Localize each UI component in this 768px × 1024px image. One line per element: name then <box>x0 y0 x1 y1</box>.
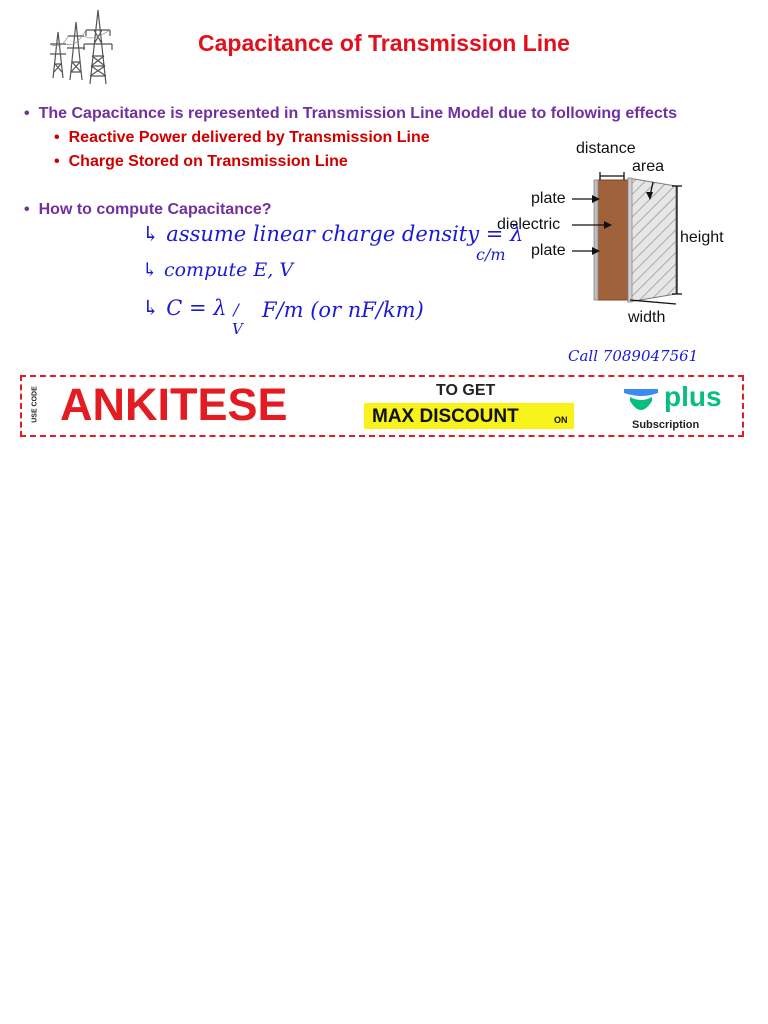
formula-denominator: V <box>232 320 243 338</box>
label-dielectric: dielectric <box>497 216 561 233</box>
use-code-label-wrap <box>24 385 44 427</box>
handwritten-line-1-text: assume linear charge density = λ <box>166 222 524 246</box>
formula-suffix: F/m (or nF/km) <box>262 298 424 322</box>
bullet-main <box>24 105 677 123</box>
promo-code: ANKITESE <box>60 379 288 430</box>
label-width: width <box>628 309 666 326</box>
hook-arrow-icon: ↳ <box>142 222 160 246</box>
max-discount-text: MAX DISCOUNT <box>372 406 519 427</box>
bullet-question-text: How to compute Capacitance? <box>38 201 272 218</box>
handwritten-line-2 <box>142 259 293 281</box>
bullet-question <box>24 201 272 219</box>
bullet-dot: • <box>24 105 30 122</box>
hook-arrow-icon: ↳ <box>142 259 158 281</box>
bullet-sub-1-text: Reactive Power delivered by Transmission Line <box>68 129 430 146</box>
handwritten-unit: c/m <box>476 245 506 264</box>
hook-arrow-icon: ↳ <box>142 296 160 320</box>
use-code-label: USE CODE <box>31 386 39 423</box>
on-text: ON <box>554 415 568 425</box>
bullet-sub-1 <box>54 129 430 147</box>
bullet-dot: • <box>54 153 60 170</box>
page-title: Capacitance of Transmission Line <box>198 30 570 56</box>
formula-prefix: C = λ <box>166 296 227 320</box>
formula-divider: / <box>233 300 239 319</box>
label-height: height <box>680 229 724 246</box>
handwritten-line-3 <box>142 296 239 320</box>
label-plate-top: plate <box>531 190 566 207</box>
bullet-sub-2-text: Charge Stored on Transmission Line <box>68 153 348 170</box>
bullet-main-text: The Capacitance is represented in Transmission Line Model due to following effects <box>38 105 677 122</box>
handwritten-line-2-text: compute E, V <box>163 259 294 281</box>
handwritten-line-1 <box>142 222 523 246</box>
bullet-dot: • <box>54 129 60 146</box>
label-plate-bottom: plate <box>531 242 566 259</box>
promo-banner[interactable] <box>20 375 744 437</box>
bullet-sub-2 <box>54 153 348 171</box>
label-distance: distance <box>576 140 636 157</box>
diagram-arrows <box>560 160 700 320</box>
unacademy-logo-icon <box>622 385 660 419</box>
subscription-text: Subscription <box>632 419 700 431</box>
plus-text: plus <box>664 381 722 412</box>
label-area: area <box>632 158 665 175</box>
bullet-dot: • <box>24 201 30 218</box>
phone-note: Call 7089047561 <box>568 347 699 365</box>
to-get-text: TO GET <box>436 382 496 399</box>
